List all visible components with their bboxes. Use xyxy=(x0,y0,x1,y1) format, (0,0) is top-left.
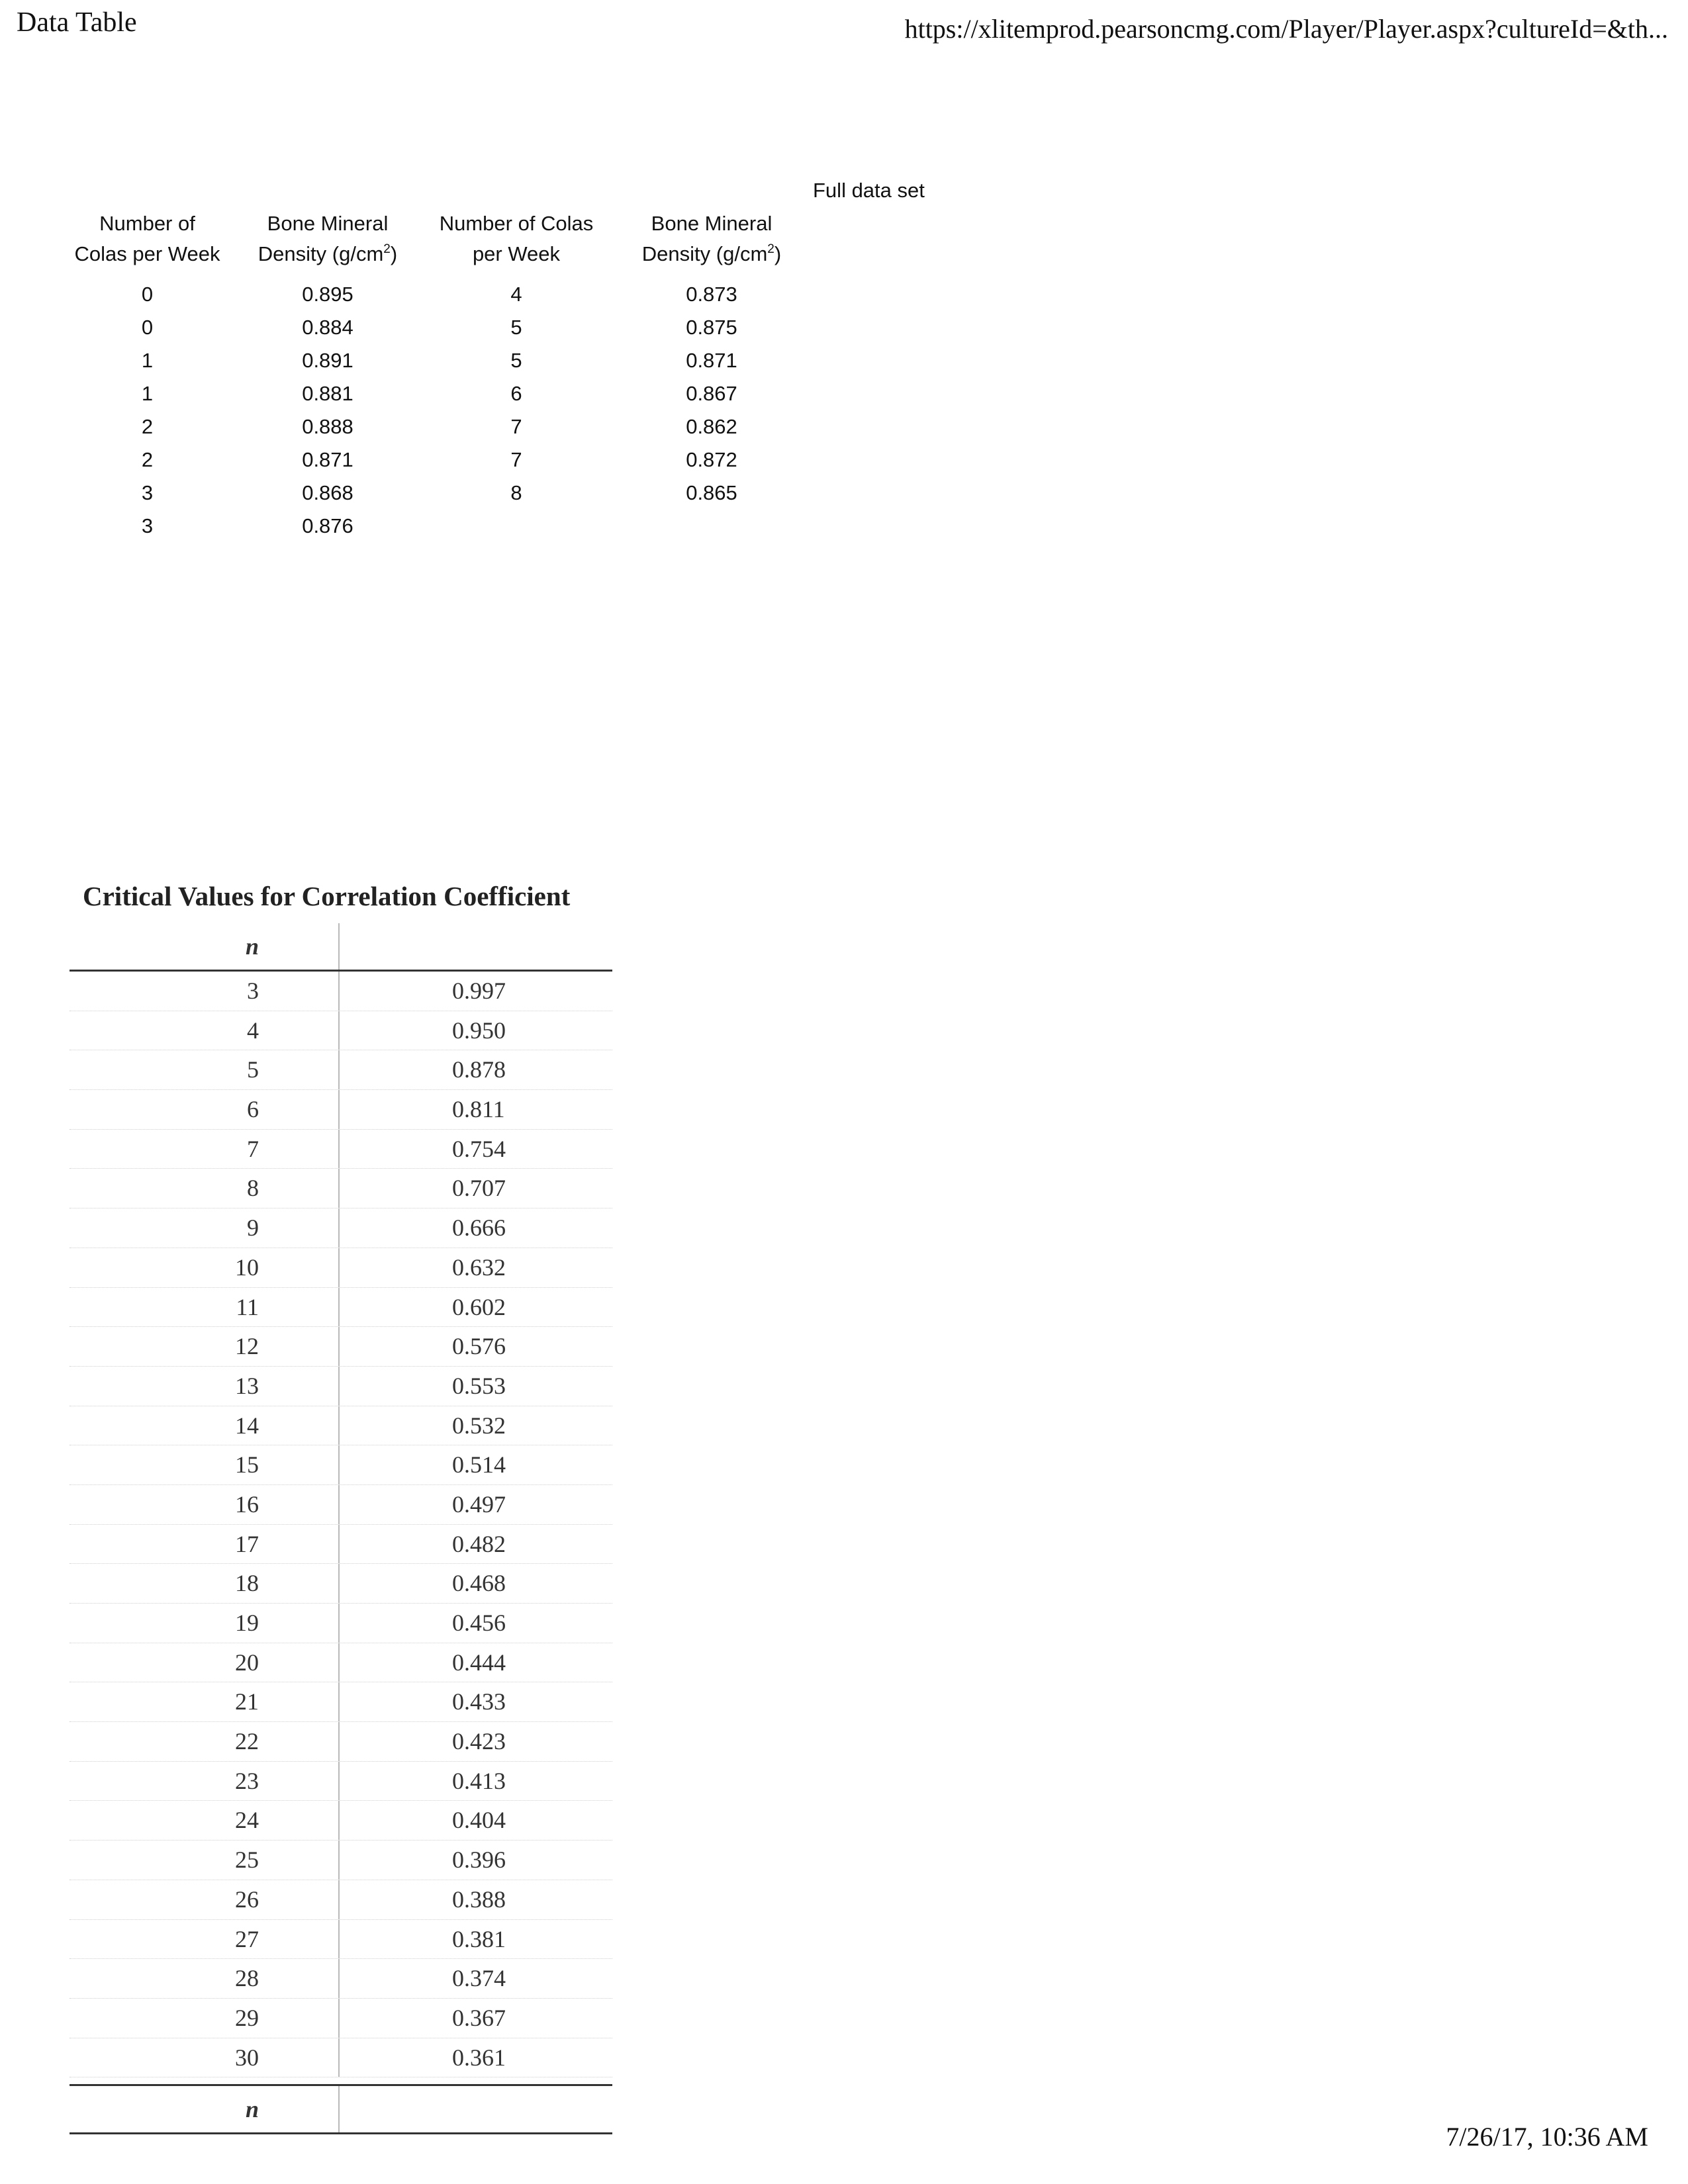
critical-values-table xyxy=(70,923,612,2134)
header-text xyxy=(612,239,811,269)
cell-critical-value: 0.374 xyxy=(452,1965,506,1992)
table-row xyxy=(70,972,612,1011)
cell-critical-value: 0.367 xyxy=(452,2004,506,2031)
cell-colas-per-week: 3 xyxy=(141,514,154,537)
cell-critical-value: 0.404 xyxy=(452,1807,506,1834)
table-row xyxy=(60,311,811,344)
cell-bone-mineral-density: 0.867 xyxy=(686,382,737,405)
cell-bone-mineral-density: 0.865 xyxy=(686,481,737,504)
cell-critical-value: 0.707 xyxy=(452,1175,506,1202)
cell-colas-per-week: 0 xyxy=(141,283,154,306)
n-column-header: n xyxy=(70,923,340,970)
table-row xyxy=(70,1130,612,1169)
table-row xyxy=(70,1208,612,1248)
table-row xyxy=(70,1564,612,1604)
cell-n: 16 xyxy=(70,1485,340,1524)
cell-bone-mineral-density: 0.884 xyxy=(302,316,353,339)
cell-critical-value: 0.468 xyxy=(452,1570,506,1597)
col-header-colas-2 xyxy=(420,208,612,278)
cell-n: 26 xyxy=(70,1880,340,1919)
table-row xyxy=(70,1682,612,1722)
table-row xyxy=(70,2038,612,2078)
table-row xyxy=(60,377,811,410)
table-row xyxy=(70,1722,612,1762)
value-column-header xyxy=(340,923,612,970)
header-unit-exponent: 2 xyxy=(767,242,774,256)
cell-n: 18 xyxy=(70,1564,340,1603)
cell-n: 24 xyxy=(70,1801,340,1840)
cell-critical-value: 0.381 xyxy=(452,1925,506,1952)
table-row xyxy=(70,1090,612,1130)
data-table-body xyxy=(60,278,811,543)
cell-critical-value: 0.602 xyxy=(452,1293,506,1320)
page-title: Data Table xyxy=(17,7,137,38)
cell-bone-mineral-density: 0.862 xyxy=(686,415,737,438)
table-row xyxy=(70,1801,612,1841)
header-text xyxy=(235,239,420,269)
critical-values-header xyxy=(70,923,612,972)
cell-critical-value: 0.950 xyxy=(452,1017,506,1044)
cell-n: 7 xyxy=(70,1130,340,1169)
cell-n: 25 xyxy=(70,1841,340,1880)
cell-n: 20 xyxy=(70,1643,340,1682)
col-header-bmd-1 xyxy=(235,208,420,278)
table-row xyxy=(70,1367,612,1406)
table-row xyxy=(70,1643,612,1683)
cell-colas-per-week: 1 xyxy=(141,349,154,372)
cell-critical-value: 0.482 xyxy=(452,1530,506,1557)
cell-n: 3 xyxy=(70,972,340,1011)
cell-n: 21 xyxy=(70,1682,340,1721)
table-row xyxy=(70,1406,612,1446)
cell-n: 6 xyxy=(70,1090,340,1129)
cell-critical-value: 0.811 xyxy=(452,1096,505,1123)
cell-critical-value: 0.433 xyxy=(452,1688,506,1715)
table-row xyxy=(60,477,811,510)
cell-colas-per-week xyxy=(420,510,612,543)
cell-n: 23 xyxy=(70,1762,340,1801)
cell-bone-mineral-density: 0.895 xyxy=(302,283,353,306)
cell-colas-per-week: 5 xyxy=(510,316,522,339)
critical-values-title: Critical Values for Correlation Coefficient xyxy=(83,881,571,911)
table-row xyxy=(70,1999,612,2038)
table-row xyxy=(70,1525,612,1565)
cell-colas-per-week: 7 xyxy=(510,415,522,438)
table-row xyxy=(70,1841,612,1880)
table-row xyxy=(60,278,811,311)
cell-n: 10 xyxy=(70,1248,340,1287)
value-column-footer xyxy=(340,2086,612,2132)
cell-bone-mineral-density: 0.891 xyxy=(302,349,353,372)
cell-n: 15 xyxy=(70,1445,340,1484)
table-row xyxy=(60,344,811,377)
cell-colas-per-week: 0 xyxy=(141,316,154,339)
table-row xyxy=(70,1880,612,1920)
cell-colas-per-week: 2 xyxy=(141,415,154,438)
header-text: per Week xyxy=(472,242,561,265)
print-timestamp: 7/26/17, 10:36 AM xyxy=(1446,2122,1648,2152)
page-url: https://xlitemprod.pearsoncmg.com/Player/Player.aspx?cultureId=&th... xyxy=(904,14,1668,44)
cell-n: 17 xyxy=(70,1525,340,1564)
table-row xyxy=(60,410,811,443)
cell-n: 12 xyxy=(70,1327,340,1366)
cell-critical-value: 0.576 xyxy=(452,1333,506,1360)
header-unit-close: ) xyxy=(390,242,398,265)
cell-critical-value: 0.456 xyxy=(452,1610,506,1636)
table-row xyxy=(60,510,811,543)
cell-n: 13 xyxy=(70,1367,340,1406)
table-row xyxy=(70,1604,612,1643)
header-text: Number of Colas xyxy=(439,212,594,235)
cell-n: 11 xyxy=(70,1288,340,1327)
cell-bone-mineral-density: 0.872 xyxy=(686,448,737,471)
cell-critical-value: 0.514 xyxy=(452,1451,506,1479)
header-unit: Density (g/cm xyxy=(641,242,768,265)
data-table xyxy=(60,208,811,543)
critical-values-footer xyxy=(70,2084,612,2134)
table-row xyxy=(70,1050,612,1090)
cell-critical-value: 0.388 xyxy=(452,1886,506,1913)
cell-critical-value: 0.497 xyxy=(452,1490,506,1518)
cell-n: 27 xyxy=(70,1920,340,1959)
cell-colas-per-week: 3 xyxy=(141,481,154,504)
cell-bone-mineral-density: 0.875 xyxy=(686,316,737,339)
table-row xyxy=(70,1011,612,1051)
cell-n: 22 xyxy=(70,1722,340,1761)
cell-bone-mineral-density: 0.888 xyxy=(302,415,353,438)
table-row xyxy=(70,1288,612,1328)
cell-critical-value: 0.532 xyxy=(452,1412,506,1439)
cell-n: 8 xyxy=(70,1169,340,1208)
cell-critical-value: 0.361 xyxy=(452,2044,506,2071)
cell-n: 29 xyxy=(70,1999,340,2038)
header-unit-close: ) xyxy=(774,242,782,265)
table-row xyxy=(70,1327,612,1367)
table-row xyxy=(70,1762,612,1801)
header-unit: Density (g/cm xyxy=(258,242,384,265)
cell-colas-per-week: 1 xyxy=(141,382,154,405)
cell-critical-value: 0.754 xyxy=(452,1135,506,1162)
data-table-header xyxy=(60,208,811,278)
table-row xyxy=(70,1959,612,1999)
full-data-set-link[interactable]: Full data set xyxy=(813,179,925,202)
table-row xyxy=(70,1248,612,1288)
n-column-footer: n xyxy=(70,2086,340,2132)
cell-n: 30 xyxy=(70,2038,340,2077)
header-text: Number of xyxy=(99,212,195,235)
cell-bone-mineral-density: 0.871 xyxy=(302,448,353,471)
cell-n: 19 xyxy=(70,1604,340,1643)
table-row xyxy=(60,443,811,477)
cell-colas-per-week: 4 xyxy=(510,283,522,306)
cell-bone-mineral-density: 0.881 xyxy=(302,382,353,405)
cell-critical-value: 0.666 xyxy=(452,1214,506,1242)
header-text: Colas per Week xyxy=(74,242,220,265)
header-text: Bone Mineral xyxy=(267,212,389,235)
table-row xyxy=(70,1445,612,1485)
header-text: Bone Mineral xyxy=(651,212,773,235)
cell-n: 5 xyxy=(70,1050,340,1089)
cell-critical-value: 0.553 xyxy=(452,1372,506,1399)
cell-n: 9 xyxy=(70,1208,340,1248)
cell-critical-value: 0.444 xyxy=(452,1649,506,1676)
cell-bone-mineral-density: 0.868 xyxy=(302,481,353,504)
cell-bone-mineral-density xyxy=(612,510,811,543)
col-header-colas-1 xyxy=(60,208,235,278)
cell-critical-value: 0.413 xyxy=(452,1767,506,1794)
cell-bone-mineral-density: 0.873 xyxy=(686,283,737,306)
col-header-bmd-2 xyxy=(612,208,811,278)
table-row xyxy=(70,1169,612,1208)
cell-critical-value: 0.997 xyxy=(452,978,506,1004)
cell-n: 4 xyxy=(70,1011,340,1050)
table-row xyxy=(70,1920,612,1960)
cell-colas-per-week: 2 xyxy=(141,448,154,471)
cell-critical-value: 0.396 xyxy=(452,1846,506,1874)
cell-colas-per-week: 7 xyxy=(510,448,522,471)
cell-critical-value: 0.423 xyxy=(452,1728,506,1755)
cell-colas-per-week: 6 xyxy=(510,382,522,405)
critical-values-body xyxy=(70,972,612,2077)
cell-bone-mineral-density: 0.871 xyxy=(686,349,737,372)
cell-n: 14 xyxy=(70,1406,340,1445)
cell-colas-per-week: 5 xyxy=(510,349,522,372)
cell-n: 28 xyxy=(70,1959,340,1998)
cell-critical-value: 0.632 xyxy=(452,1253,506,1281)
table-row xyxy=(70,1485,612,1525)
cell-critical-value: 0.878 xyxy=(452,1056,506,1083)
header-unit-exponent: 2 xyxy=(383,242,391,256)
cell-bone-mineral-density: 0.876 xyxy=(302,514,353,537)
cell-colas-per-week: 8 xyxy=(510,481,522,504)
